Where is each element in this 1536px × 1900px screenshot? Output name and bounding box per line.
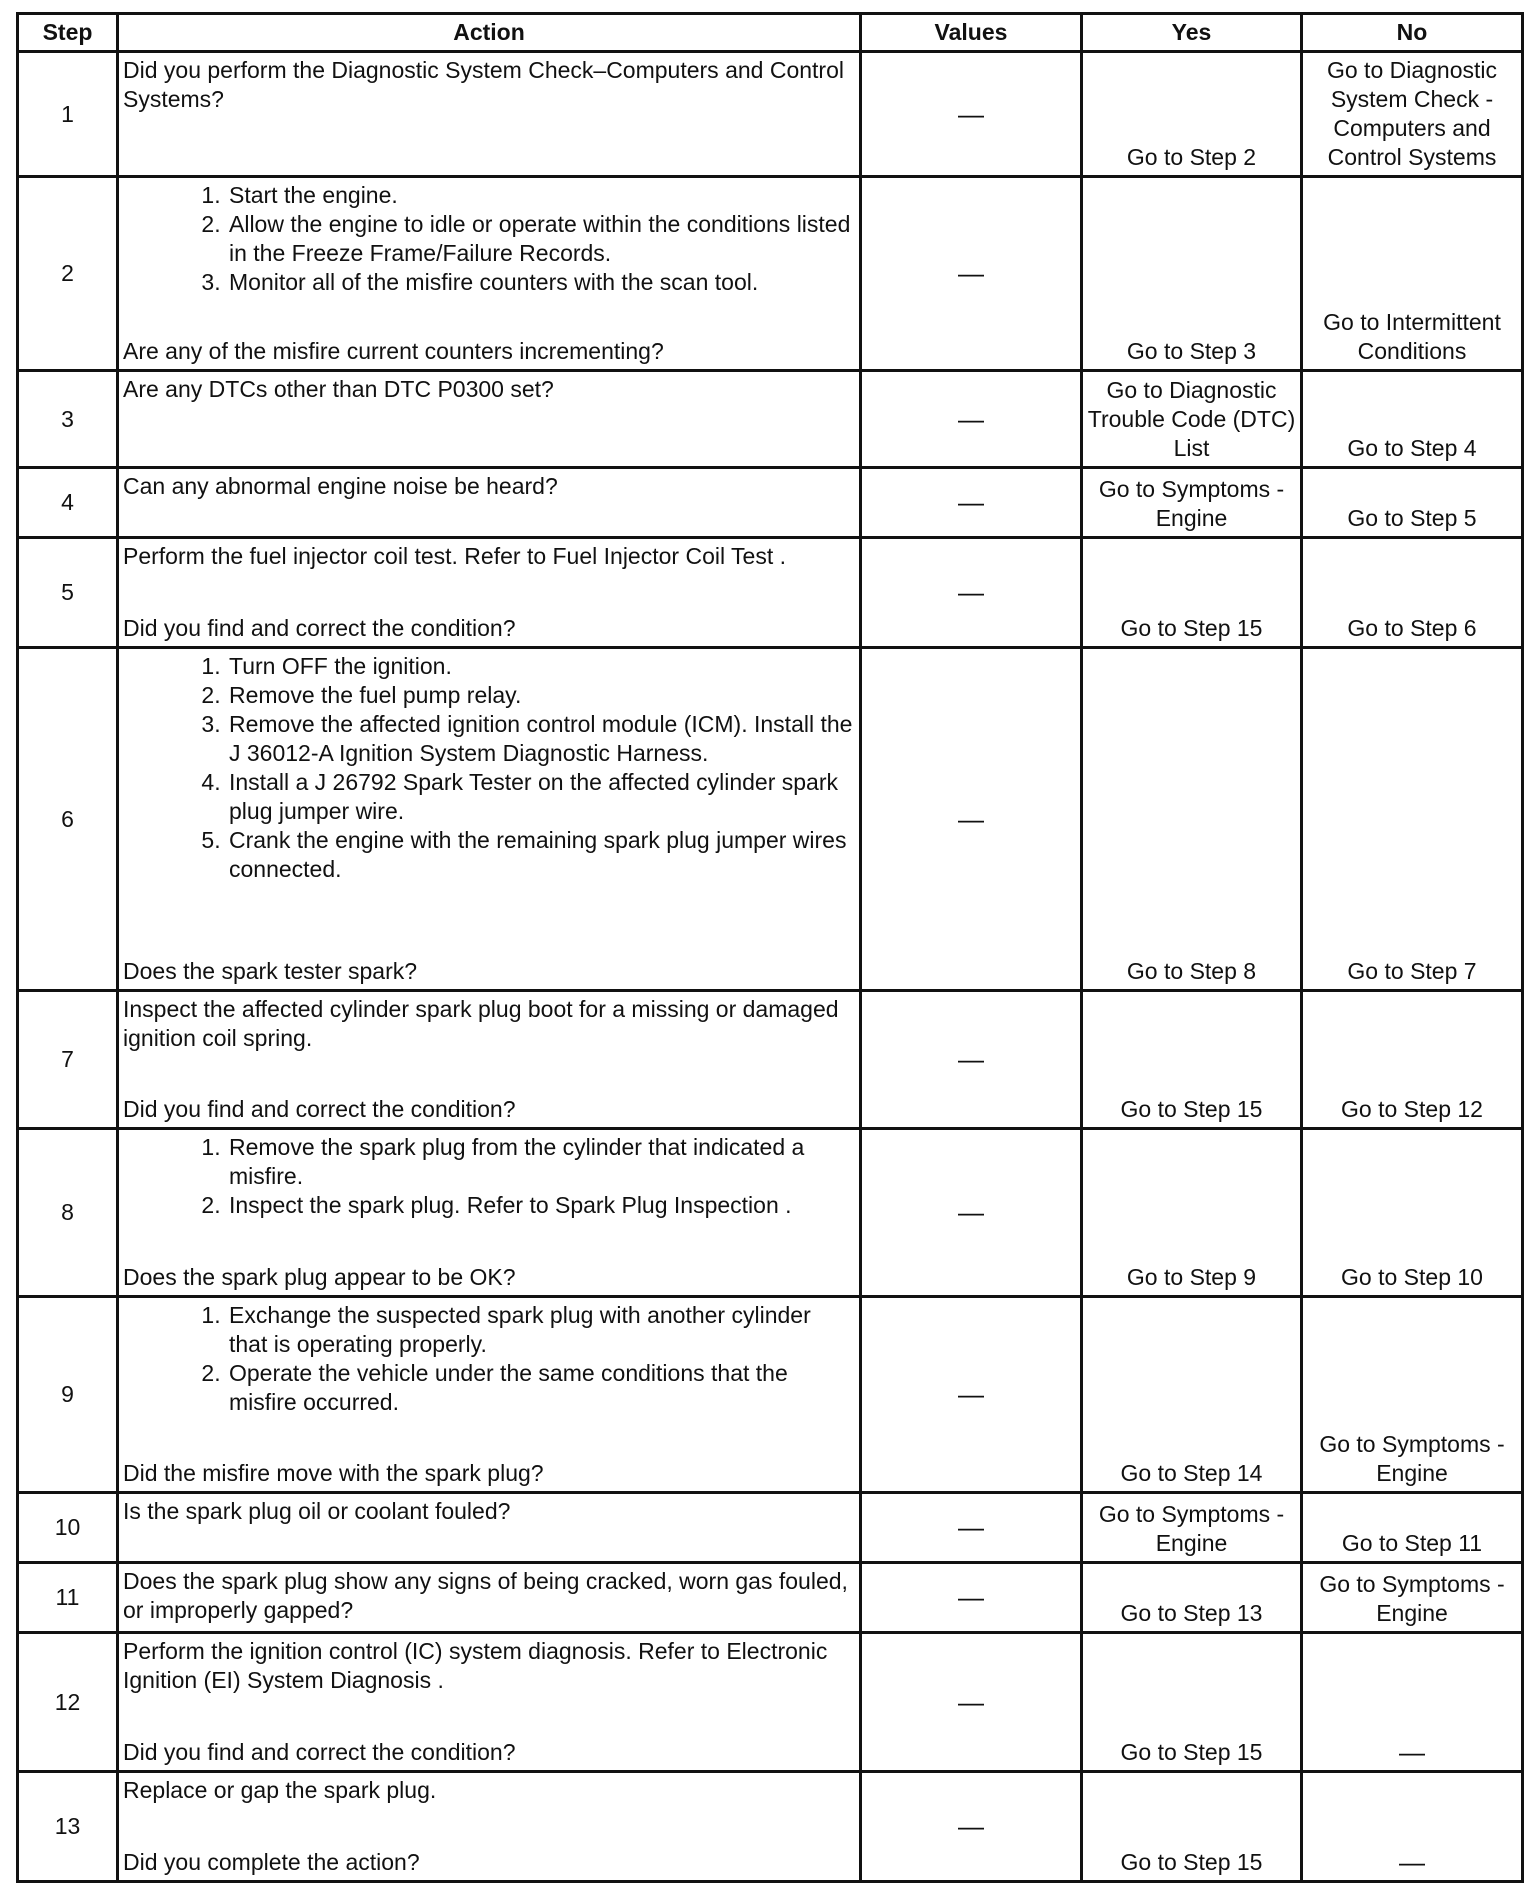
action-cell	[118, 1772, 861, 1882]
no-outcome-text: Go to Step 12	[1341, 1096, 1483, 1122]
step-number: 8	[18, 1129, 118, 1297]
yes-outcome	[1082, 1297, 1302, 1493]
yes-outcome-text: Go to Step 3	[1126, 338, 1257, 364]
yes-outcome	[1082, 177, 1302, 371]
no-outcome-text: Go to Step 11	[1341, 1530, 1483, 1556]
table-row	[18, 1297, 1523, 1493]
table-row	[18, 1772, 1523, 1882]
action-question: Are any of the misfire current counters incrementing?	[123, 338, 664, 364]
values-cell: —	[861, 1633, 1082, 1772]
step-number: 2	[18, 177, 118, 371]
action-step-item: 3. Monitor all of the misfire counters with the scan tool.	[227, 268, 855, 297]
yes-outcome-text: Go to Symptoms - Engine	[1098, 1501, 1285, 1556]
no-outcome	[1302, 1297, 1523, 1493]
action-cell	[118, 1129, 861, 1297]
values-cell: —	[861, 1129, 1082, 1297]
yes-outcome-text: Go to Step 15	[1120, 615, 1263, 641]
table-row	[18, 1563, 1523, 1633]
step-number: 5	[18, 538, 118, 648]
action-cell	[118, 538, 861, 648]
no-outcome	[1302, 52, 1523, 177]
table-body	[18, 52, 1523, 1882]
action-steps-list	[123, 181, 855, 297]
yes-outcome	[1082, 468, 1302, 538]
action-text: Is the spark plug oil or coolant fouled?	[123, 1498, 511, 1524]
table-row	[18, 52, 1523, 177]
yes-outcome-text: Go to Step 8	[1126, 958, 1257, 984]
action-steps-list	[123, 1301, 855, 1417]
no-outcome-text: Go to Diagnostic System Check - Computers and Control Systems	[1326, 57, 1498, 170]
values-cell: —	[861, 371, 1082, 468]
action-cell	[118, 1493, 861, 1563]
no-outcome-text: Go to Symptoms - Engine	[1319, 1571, 1505, 1626]
yes-outcome-text: Go to Step 2	[1126, 144, 1257, 170]
action-step-item: 2. Allow the engine to idle or operate within the conditions listed in the Freeze Frame/Failure Records.	[227, 210, 855, 268]
no-outcome-text: Go to Step 4	[1347, 435, 1477, 461]
yes-outcome-text: Go to Symptoms - Engine	[1098, 476, 1285, 531]
action-cell	[118, 52, 861, 177]
yes-outcome	[1082, 1563, 1302, 1633]
action-cell	[118, 468, 861, 538]
action-step-item: 3. Remove the affected ignition control module (ICM). Install the J 36012-A Ignition System Diagnostic Harness.	[227, 710, 855, 768]
action-cell	[118, 1633, 861, 1772]
no-outcome	[1302, 177, 1523, 371]
yes-outcome-text: Go to Step 14	[1120, 1460, 1263, 1486]
step-number: 11	[18, 1563, 118, 1633]
action-steps-list	[123, 1133, 855, 1220]
diagnostic-table	[16, 12, 1524, 1883]
step-number: 3	[18, 371, 118, 468]
table-row	[18, 538, 1523, 648]
no-outcome-text: Go to Step 5	[1347, 505, 1477, 531]
action-text: Replace or gap the spark plug.	[123, 1777, 437, 1803]
header-action: Action	[118, 14, 861, 52]
step-number: 1	[18, 52, 118, 177]
no-outcome	[1302, 1772, 1523, 1882]
table-row	[18, 1633, 1523, 1772]
values-cell: —	[861, 1297, 1082, 1493]
no-outcome-text: —	[1399, 1847, 1425, 1877]
no-outcome	[1302, 991, 1523, 1129]
action-cell	[118, 991, 861, 1129]
action-cell	[118, 177, 861, 371]
action-steps-list	[123, 652, 855, 884]
action-step-item: 1. Remove the spark plug from the cylinder that indicated a misfire.	[227, 1133, 855, 1191]
action-question: Did you find and correct the condition?	[123, 615, 516, 641]
action-question: Does the spark plug appear to be OK?	[123, 1264, 516, 1290]
action-step-item: 1. Start the engine.	[227, 181, 855, 210]
yes-outcome-text: Go to Diagnostic Trouble Code (DTC) List	[1087, 377, 1296, 461]
step-number: 13	[18, 1772, 118, 1882]
action-text: Inspect the affected cylinder spark plug boot for a missing or damaged ignition coil spring.	[123, 996, 839, 1051]
table-row	[18, 1493, 1523, 1563]
step-number: 9	[18, 1297, 118, 1493]
action-question: Did you find and correct the condition?	[123, 1096, 516, 1122]
action-question: Did you complete the action?	[123, 1849, 420, 1875]
no-outcome	[1302, 538, 1523, 648]
yes-outcome	[1082, 648, 1302, 991]
no-outcome	[1302, 648, 1523, 991]
no-outcome-text: Go to Symptoms - Engine	[1319, 1431, 1505, 1486]
yes-outcome	[1082, 371, 1302, 468]
header-row	[18, 14, 1523, 52]
yes-outcome	[1082, 52, 1302, 177]
action-step-item: 1. Exchange the suspected spark plug with another cylinder that is operating properly.	[227, 1301, 855, 1359]
values-cell: —	[861, 177, 1082, 371]
step-number: 12	[18, 1633, 118, 1772]
action-text: Perform the ignition control (IC) system diagnosis. Refer to Electronic Ignition (EI) System Diagnosis .	[123, 1638, 828, 1693]
yes-outcome	[1082, 1633, 1302, 1772]
values-cell: —	[861, 538, 1082, 648]
header-step: Step	[18, 14, 118, 52]
no-outcome	[1302, 1493, 1523, 1563]
action-text: Are any DTCs other than DTC P0300 set?	[123, 376, 554, 402]
yes-outcome-text: Go to Step 13	[1120, 1600, 1263, 1626]
action-question: Did you find and correct the condition?	[123, 1739, 516, 1765]
action-text: Can any abnormal engine noise be heard?	[123, 473, 558, 499]
values-cell: —	[861, 1772, 1082, 1882]
action-text: Did you perform the Diagnostic System Check–Computers and Control Systems?	[123, 57, 844, 112]
yes-outcome	[1082, 1493, 1302, 1563]
no-outcome-text: Go to Step 6	[1347, 615, 1477, 641]
action-cell	[118, 648, 861, 991]
yes-outcome-text: Go to Step 15	[1120, 1096, 1263, 1122]
action-cell	[118, 1297, 861, 1493]
step-number: 4	[18, 468, 118, 538]
action-cell	[118, 371, 861, 468]
yes-outcome	[1082, 538, 1302, 648]
table-row	[18, 177, 1523, 371]
header-yes: Yes	[1082, 14, 1302, 52]
header-values: Values	[861, 14, 1082, 52]
action-step-item: 2. Inspect the spark plug. Refer to Spark Plug Inspection .	[227, 1191, 855, 1220]
action-step-item: 4. Install a J 26792 Spark Tester on the affected cylinder spark plug jumper wire.	[227, 768, 855, 826]
header-no: No	[1302, 14, 1523, 52]
table-row	[18, 991, 1523, 1129]
step-number: 6	[18, 648, 118, 991]
table-row	[18, 1129, 1523, 1297]
step-number: 10	[18, 1493, 118, 1563]
no-outcome	[1302, 468, 1523, 538]
values-cell: —	[861, 648, 1082, 991]
yes-outcome-text: Go to Step 9	[1126, 1264, 1257, 1290]
no-outcome-text: Go to Step 7	[1347, 958, 1477, 984]
yes-outcome	[1082, 991, 1302, 1129]
no-outcome	[1302, 1633, 1523, 1772]
action-step-item: 2. Remove the fuel pump relay.	[227, 681, 855, 710]
yes-outcome	[1082, 1129, 1302, 1297]
no-outcome-text: Go to Step 10	[1341, 1264, 1483, 1290]
action-step-item: 2. Operate the vehicle under the same conditions that the misfire occurred.	[227, 1359, 855, 1417]
action-question: Does the spark tester spark?	[123, 958, 418, 984]
values-cell: —	[861, 991, 1082, 1129]
action-text: Does the spark plug show any signs of being cracked, worn gas fouled, or improperly gapped?	[123, 1568, 848, 1623]
yes-outcome	[1082, 1772, 1302, 1882]
yes-outcome-text: Go to Step 15	[1120, 1739, 1263, 1765]
action-step-item: 5. Crank the engine with the remaining spark plug jumper wires connected.	[227, 826, 855, 884]
action-step-item: 1. Turn OFF the ignition.	[227, 652, 855, 681]
no-outcome	[1302, 371, 1523, 468]
action-text: Perform the fuel injector coil test. Refer to Fuel Injector Coil Test .	[123, 543, 787, 569]
no-outcome-text: —	[1399, 1737, 1425, 1767]
action-cell	[118, 1563, 861, 1633]
no-outcome	[1302, 1129, 1523, 1297]
table-row	[18, 648, 1523, 991]
values-cell: —	[861, 468, 1082, 538]
values-cell: —	[861, 1493, 1082, 1563]
values-cell: —	[861, 52, 1082, 177]
no-outcome-text: Go to Intermittent Conditions	[1323, 309, 1501, 364]
table-row	[18, 468, 1523, 538]
diagnostic-document	[16, 12, 1521, 1883]
yes-outcome-text: Go to Step 15	[1120, 1849, 1263, 1875]
action-question: Did the misfire move with the spark plug?	[123, 1460, 544, 1486]
step-number: 7	[18, 991, 118, 1129]
values-cell: —	[861, 1563, 1082, 1633]
no-outcome	[1302, 1563, 1523, 1633]
table-row	[18, 371, 1523, 468]
